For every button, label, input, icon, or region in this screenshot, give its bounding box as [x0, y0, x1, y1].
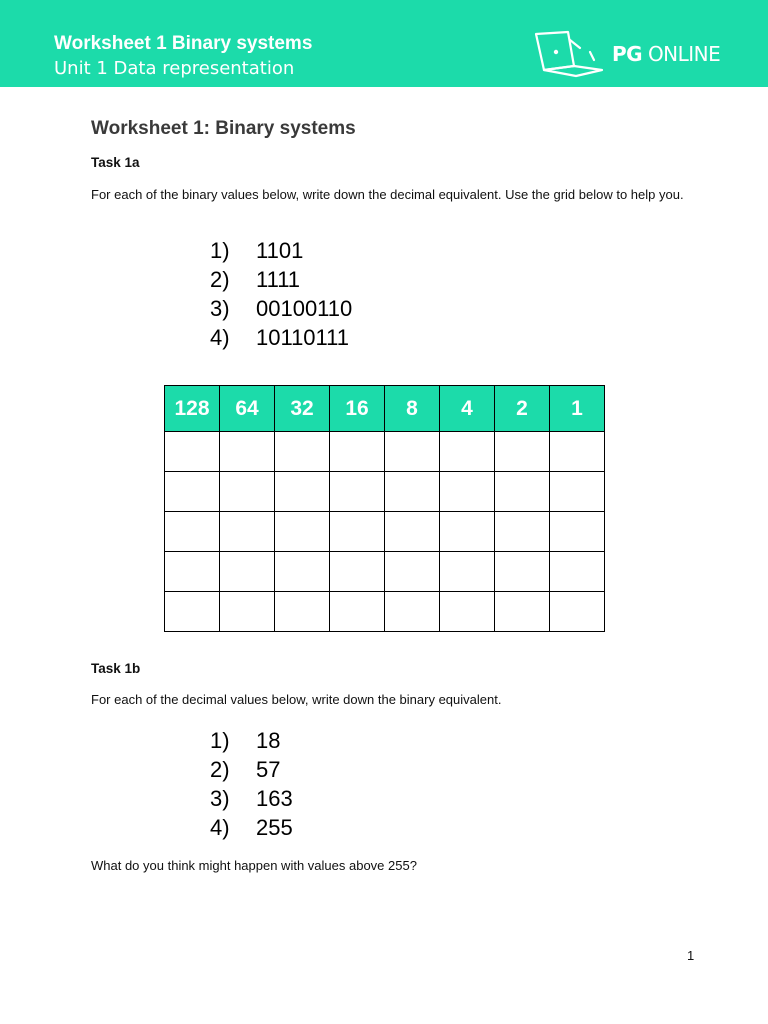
list-item-value: 1101 [256, 238, 304, 263]
grid-header-cell: 2 [495, 386, 550, 432]
grid-header-cell: 128 [165, 386, 220, 432]
grid-header-cell: 4 [440, 386, 495, 432]
grid-answer-cell[interactable] [330, 472, 385, 512]
list-item-index: 4) [210, 815, 230, 840]
list-item-index: 2) [210, 757, 230, 782]
list-item-value: 163 [256, 786, 293, 811]
task-1a-list [210, 236, 352, 352]
list-item-index: 4) [210, 325, 230, 350]
grid-row [165, 472, 605, 512]
task-1a-instructions: For each of the binary values below, write down the decimal equivalent. Use the grid below to help you. [91, 187, 684, 202]
grid-row [165, 512, 605, 552]
logo-text [612, 42, 720, 66]
grid-answer-cell[interactable] [220, 512, 275, 552]
question-text: What do you think might happen with values above 255? [91, 858, 417, 873]
list-item-value: 10110111 [256, 325, 349, 350]
grid-answer-cell[interactable] [385, 432, 440, 472]
grid-answer-cell[interactable] [495, 512, 550, 552]
grid-answer-cell[interactable] [440, 592, 495, 632]
grid-answer-cell[interactable] [330, 592, 385, 632]
laptop-logo-icon [532, 30, 606, 78]
list-item-index: 3) [210, 786, 230, 811]
list-item [210, 294, 352, 323]
grid-header-cell: 8 [385, 386, 440, 432]
grid-row [165, 432, 605, 472]
task-1a-heading: Task 1a [91, 155, 140, 170]
grid-answer-cell[interactable] [330, 512, 385, 552]
grid-answer-cell[interactable] [275, 512, 330, 552]
grid-answer-cell[interactable] [165, 552, 220, 592]
grid-answer-cell[interactable] [385, 592, 440, 632]
list-item [210, 813, 293, 842]
grid-answer-cell[interactable] [440, 552, 495, 592]
list-item-index: 3) [210, 296, 230, 321]
grid-answer-cell[interactable] [165, 592, 220, 632]
grid-answer-cell[interactable] [440, 472, 495, 512]
grid-answer-cell[interactable] [440, 432, 495, 472]
grid-answer-cell[interactable] [385, 472, 440, 512]
grid-answer-cell[interactable] [275, 592, 330, 632]
logo-text-bold: PG [612, 42, 643, 66]
pg-online-logo [532, 30, 720, 78]
logo-text-rest: ONLINE [647, 42, 721, 66]
grid-answer-cell[interactable] [330, 552, 385, 592]
task-1b-list [210, 726, 293, 842]
list-item-value: 255 [256, 815, 293, 840]
page-number: 1 [687, 948, 695, 963]
task-1b-heading: Task 1b [91, 661, 141, 676]
grid-row [165, 552, 605, 592]
list-item [210, 265, 352, 294]
grid-answer-cell[interactable] [220, 472, 275, 512]
grid-answer-cell[interactable] [220, 592, 275, 632]
grid-answer-cell[interactable] [495, 432, 550, 472]
grid-answer-cell[interactable] [550, 552, 605, 592]
list-item-index: 1) [210, 728, 230, 753]
grid-header-cell: 64 [220, 386, 275, 432]
task-1b-instructions: For each of the decimal values below, write down the binary equivalent. [91, 692, 502, 707]
header-subtitle: Unit 1 Data representation [54, 58, 295, 79]
grid-answer-cell[interactable] [495, 552, 550, 592]
header-banner [0, 0, 768, 87]
grid-answer-cell[interactable] [165, 432, 220, 472]
grid-answer-cell[interactable] [385, 552, 440, 592]
grid-answer-cell[interactable] [330, 432, 385, 472]
grid-answer-cell[interactable] [275, 432, 330, 472]
grid-header-cell: 16 [330, 386, 385, 432]
header-title: Worksheet 1 Binary systems [54, 33, 313, 54]
grid-answer-cell[interactable] [495, 472, 550, 512]
grid-answer-cell[interactable] [220, 432, 275, 472]
grid-header-cell: 1 [550, 386, 605, 432]
list-item [210, 323, 352, 352]
list-item-index: 2) [210, 267, 230, 292]
grid-header-row [165, 386, 605, 432]
grid-answer-cell[interactable] [440, 512, 495, 552]
grid-answer-cell[interactable] [550, 592, 605, 632]
grid-answer-cell[interactable] [275, 552, 330, 592]
grid-answer-cell[interactable] [550, 432, 605, 472]
binary-place-value-grid [164, 385, 605, 632]
list-item-value: 57 [256, 757, 281, 782]
list-item-index: 1) [210, 238, 230, 263]
list-item [210, 236, 352, 265]
grid-answer-cell[interactable] [550, 472, 605, 512]
grid-answer-cell[interactable] [495, 592, 550, 632]
grid-answer-cell[interactable] [385, 512, 440, 552]
list-item-value: 18 [256, 728, 281, 753]
list-item [210, 755, 293, 784]
grid-answer-cell[interactable] [165, 512, 220, 552]
grid-answer-cell[interactable] [275, 472, 330, 512]
list-item-value: 00100110 [256, 296, 353, 321]
grid-answer-cell[interactable] [165, 472, 220, 512]
grid-answer-cell[interactable] [550, 512, 605, 552]
list-item-value: 1111 [256, 267, 301, 292]
grid-body [165, 432, 605, 632]
document-title: Worksheet 1: Binary systems [91, 118, 356, 139]
grid-header-cell: 32 [275, 386, 330, 432]
grid-answer-cell[interactable] [220, 552, 275, 592]
list-item [210, 726, 293, 755]
grid-row [165, 592, 605, 632]
list-item [210, 784, 293, 813]
